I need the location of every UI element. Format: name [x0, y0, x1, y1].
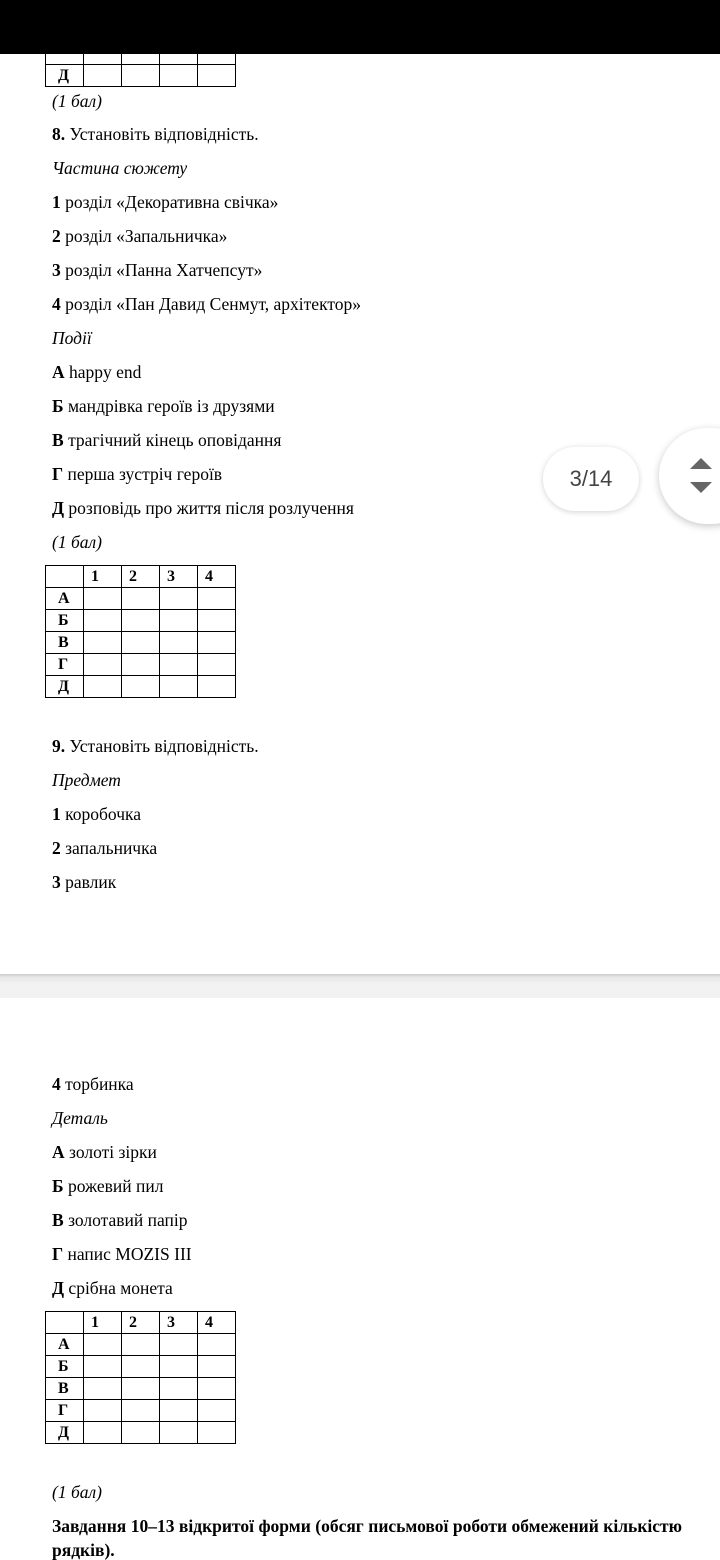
list-item: Д розповідь про життя після розлучення — [52, 498, 354, 518]
table-row-header: В — [46, 632, 84, 654]
table-col-header: 3 — [160, 566, 198, 588]
list-item: Д срібна монета — [52, 1278, 173, 1298]
list-item: Г перша зустріч героїв — [52, 464, 223, 484]
page-separator — [0, 974, 720, 998]
list-item: Б рожевий пил — [52, 1176, 164, 1196]
document-page-3 — [0, 54, 720, 974]
list-item: В золотавий папір — [52, 1210, 188, 1230]
q8-points: (1 бал) — [52, 532, 102, 552]
q8-answer-table — [45, 565, 236, 698]
q9-answer-table — [45, 1311, 236, 1444]
table-row-header: Д — [46, 676, 84, 698]
list-item: 1 розділ «Декоративна свічка» — [52, 192, 279, 212]
q9-right-heading: Деталь — [52, 1108, 108, 1128]
table-row-header: А — [46, 1334, 84, 1356]
chevron-down-icon — [690, 482, 712, 493]
table-row-header: Г — [46, 1400, 84, 1422]
q8-title: 8. Установіть відповідність. — [52, 124, 259, 144]
q9-title: 9. Установіть відповідність. — [52, 736, 259, 756]
table-row-header: Д — [46, 1422, 84, 1444]
table-col-header: 1 — [84, 566, 122, 588]
q8-left-heading: Частина сюжету — [52, 158, 188, 178]
table-row-header: Д — [46, 65, 84, 87]
q8-right-heading: Події — [52, 328, 92, 348]
table-col-header: 1 — [84, 1312, 122, 1334]
table-col-header: 2 — [122, 1312, 160, 1334]
list-item: 4 розділ «Пан Давид Сенмут, архітектор» — [52, 294, 362, 314]
list-item: В трагічний кінець оповідання — [52, 430, 282, 450]
list-item: А золоті зірки — [52, 1142, 157, 1162]
list-item: 3 розділ «Панна Хатчепсут» — [52, 260, 263, 280]
status-bar — [0, 0, 720, 54]
q9-points: (1 бал) — [52, 1482, 102, 1502]
table-col-header: 2 — [122, 566, 160, 588]
list-item: 1 коробочка — [52, 804, 141, 824]
table-col-header: 4 — [198, 566, 236, 588]
page-counter: 3/14 — [543, 447, 639, 511]
table-row-header: А — [46, 588, 84, 610]
list-item: 2 запальничка — [52, 838, 158, 858]
list-item: Б мандрівка героїв із друзями — [52, 396, 275, 416]
list-item: Г напис MOZIS III — [52, 1244, 192, 1264]
q7-points: (1 бал) — [52, 91, 102, 111]
table-row-header: Б — [46, 610, 84, 632]
list-item: А happy end — [52, 362, 142, 382]
open-tasks-heading: Завдання 10–13 відкритої форми (обсяг письмової роботи обмежений кількістю рядків). — [52, 1516, 682, 1560]
table-col-header: 3 — [160, 1312, 198, 1334]
list-item: 2 розділ «Запальничка» — [52, 226, 228, 246]
q7-answer-table-partial — [45, 54, 236, 87]
table-row-header: Г — [46, 654, 84, 676]
q9-left-heading: Предмет — [52, 770, 121, 790]
document-page-4 — [0, 998, 720, 1560]
table-row-header: Б — [46, 1356, 84, 1378]
chevron-up-icon — [690, 458, 712, 469]
table-col-header: 4 — [198, 1312, 236, 1334]
list-item: 4 торбинка — [52, 1074, 134, 1094]
list-item: 3 равлик — [52, 872, 117, 892]
table-row-header: В — [46, 1378, 84, 1400]
